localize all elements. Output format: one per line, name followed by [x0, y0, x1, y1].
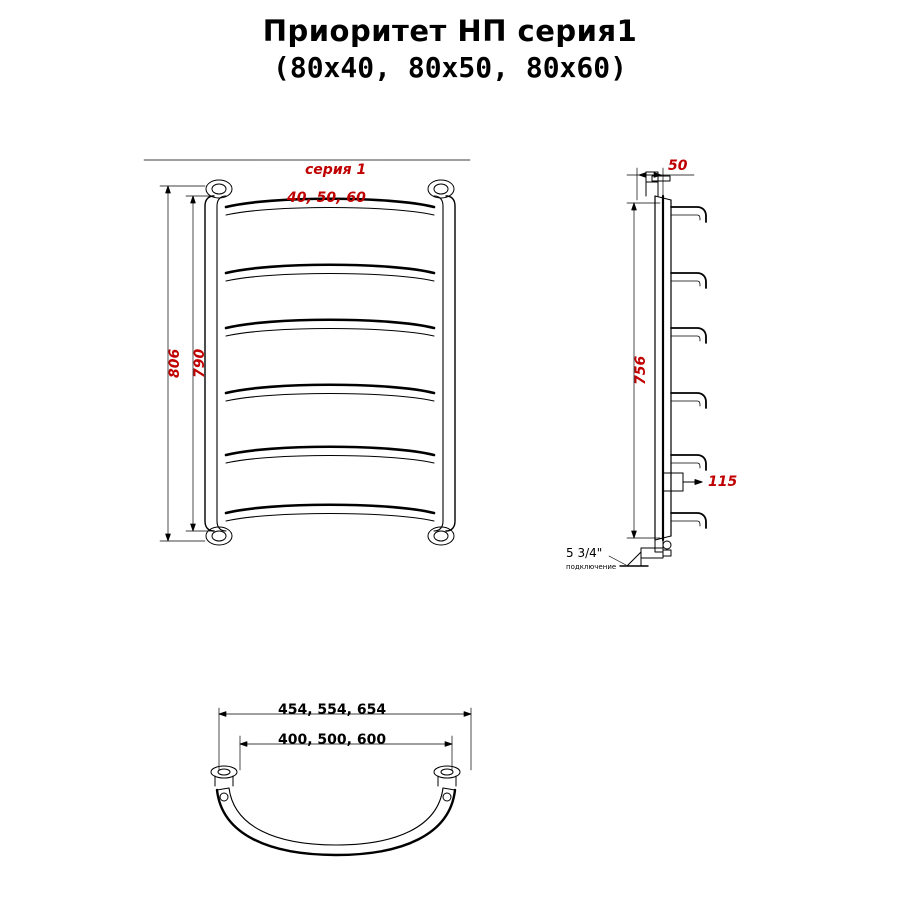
top-width-total-label: 454, 554, 654 [278, 702, 387, 718]
front-tube-sizes-label: 40, 50, 60 [287, 190, 366, 206]
front-height-between-mounts-label: 790 [192, 348, 208, 378]
side-height-label: 756 [633, 355, 649, 385]
page-title: Приоритет НП серия1 [262, 14, 638, 48]
front-mount-pads [206, 180, 454, 545]
side-bracket-offset-label: 115 [708, 474, 738, 490]
page-subtitle: (80x40, 80x50, 80x60) [272, 51, 627, 84]
top-view-mounts [211, 766, 460, 786]
side-connection-note-label: подключение [566, 563, 617, 571]
side-depth-top-label: 50 [668, 158, 688, 174]
 [609, 540, 671, 566]
front-series-label: серия 1 [305, 162, 367, 178]
top-view-curve [217, 788, 455, 855]
side-bottom-bracket [663, 473, 702, 491]
front-rungs [226, 199, 434, 521]
front-height-total-label: 806 [167, 348, 183, 378]
side-rungs [671, 207, 706, 528]
top-width-between-mounts-label: 400, 500, 600 [278, 732, 387, 748]
side-connection-size-label: 5 3/4" [566, 546, 603, 560]
side-top-bracket [646, 172, 670, 196]
